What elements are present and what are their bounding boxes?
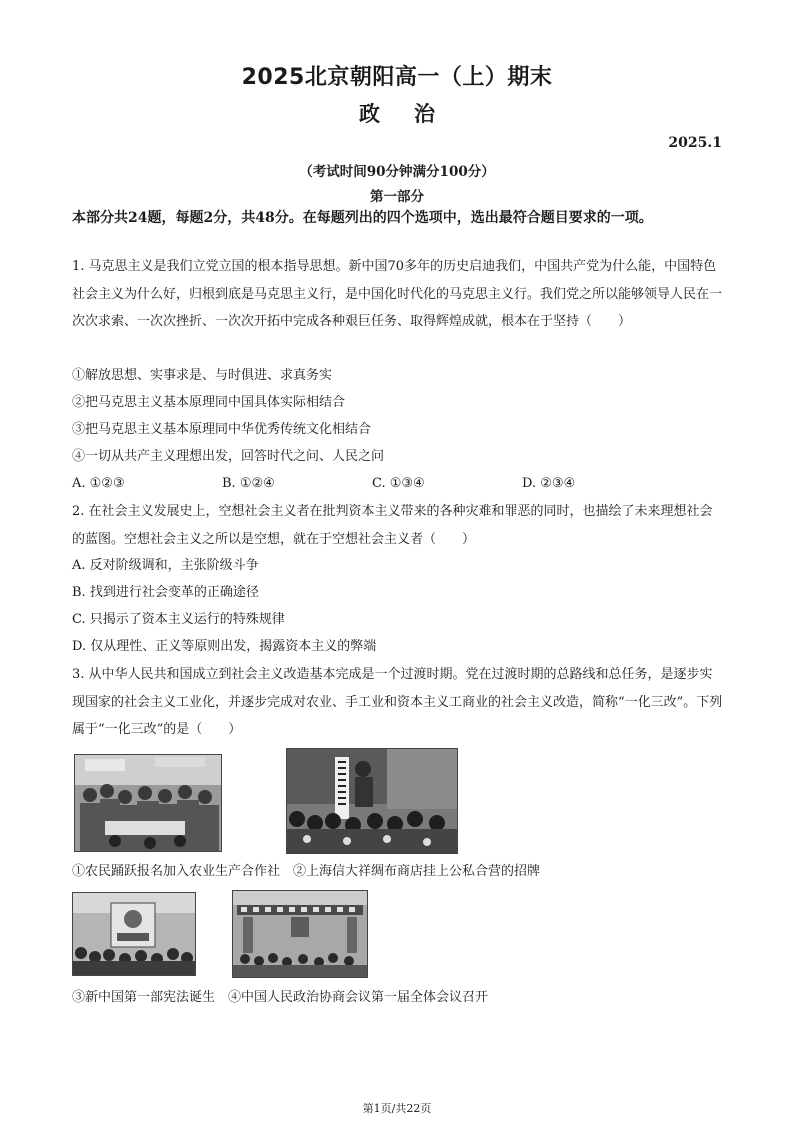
photo-farmers-cooperative [74,754,222,852]
page-footer: 第1页/共22页 [362,1102,432,1115]
q1-option-c[interactable]: C. ①③④ [372,476,425,491]
q1-item-1: ①解放思想、实事求是、与时俱进、求真务实 [72,368,333,383]
part-instructions: 本部分共24题，每题2分，共48分。在每题列出的四个选项中，选出最符合题目要求的一项。 [72,210,653,226]
q1-option-b[interactable]: B. ①②④ [222,476,275,491]
q1-option-d[interactable]: D. ②③④ [522,476,576,491]
q1-item-2: ②把马克思主义基本原理同中国具体实际相结合 [72,395,346,410]
subject-title: 政治 [359,102,469,126]
q1-options [72,474,672,494]
photo-first-constitution [72,892,196,976]
photo-cppcc-plenary [232,890,368,978]
q3-caption-row-1: ①农民踊跃报名加入农业生产合作社 ②上海信大祥绸布商店挂上公私合营的招牌 [72,864,541,879]
q1-item-4: ④一切从共产主义理想出发，回答时代之问、人民之问 [72,449,385,464]
exam-date: 2025.1 [668,135,722,151]
exam-title: 2025北京朝阳高一（上）期末 [241,65,553,90]
q2-option-d[interactable]: D. 仅从理性、正义等原则出发，揭露资本主义的弊端 [72,639,377,654]
q2-option-a[interactable]: A. 反对阶级调和，主张阶级斗争 [72,558,259,573]
question-3-stem: 3. 从中华人民共和国成立到社会主义改造基本完成是一个过渡时期。党在过渡时期的总路线和总任务，是逐步实现国家的社会主义工业化，并逐步完成对农业、手工业和资本主义工商业的社会主义改造，简称“一化三改”。下列属于“一化三改”的是（ ） [72,667,723,737]
q1-item-3: ③把马克思主义基本原理同中华优秀传统文化相结合 [72,422,372,437]
q2-option-c[interactable]: C. 只揭示了资本主义运行的特殊规律 [72,612,285,627]
q1-option-a[interactable]: A. ①②③ [72,476,125,491]
photo-public-private-sign [286,748,458,854]
exam-info: （考试时间90分钟满分100分） [299,164,495,180]
part-title: 第一部分 [370,189,424,205]
q3-caption-row-2: ③新中国第一部宪法诞生 ④中国人民政治协商会议第一届全体会议召开 [72,990,489,1005]
question-2-stem: 2. 在社会主义发展史上，空想社会主义者在批判资本主义带来的各种灾难和罪恶的同时，也描绘了未来理想社会的蓝图。空想社会主义之所以是空想，就在于空想社会主义者（ ） [72,504,713,547]
q2-option-b[interactable]: B. 找到进行社会变革的正确途径 [72,585,259,600]
question-1-stem: 1. 马克思主义是我们立党立国的根本指导思想。新中国70多年的历史启迪我们，中国共产党为什么能，中国特色社会主义为什么好，归根到底是马克思主义行，是中国化时代化的马克思主义行。我们党之所以能够领导人民在一次次求索、一次次挫折、一次次开拓中完成各种艰巨任务、取得辉煌成就，根本在于坚持（ ） [72,259,723,329]
